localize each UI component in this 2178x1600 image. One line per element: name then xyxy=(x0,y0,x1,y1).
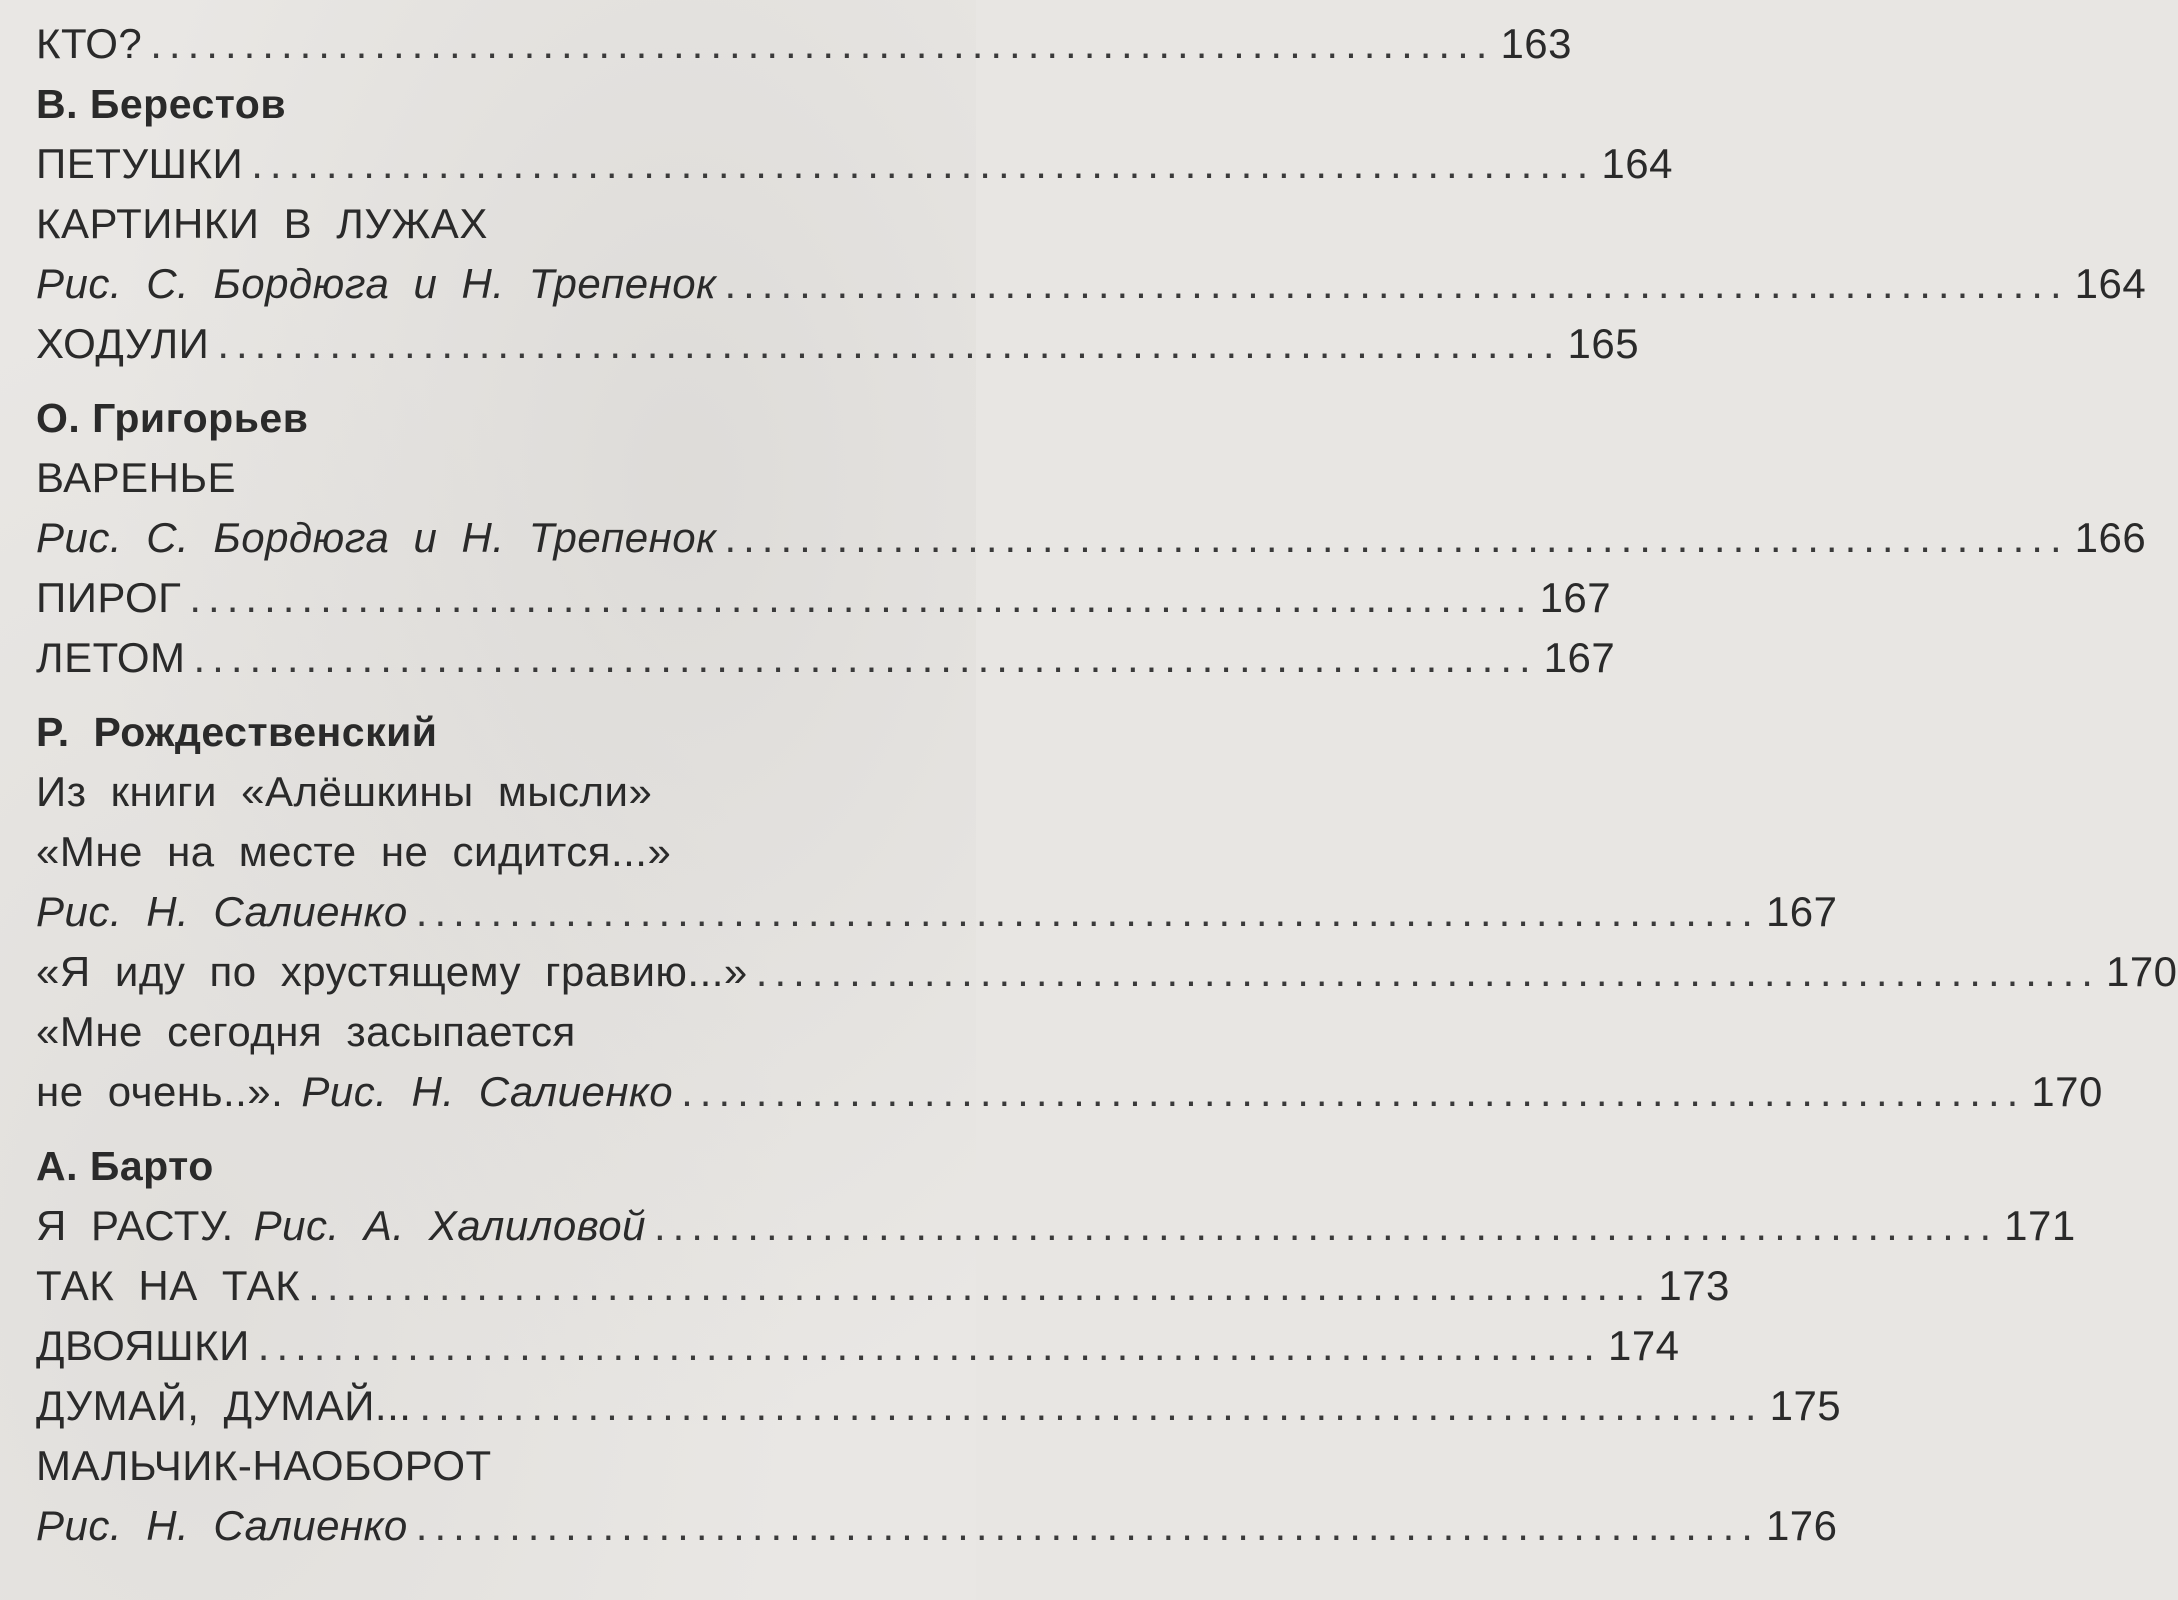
toc-entry-kartinki-title[interactable] xyxy=(36,194,932,254)
toc-entry-mne-na-meste-title[interactable] xyxy=(36,822,932,882)
author-heading-berestov xyxy=(36,74,932,134)
leader-dots: ........................................................................ xyxy=(419,1382,1764,1429)
author-heading-barto xyxy=(36,1136,932,1196)
entry-title: ПЕТУШКИ xyxy=(36,140,244,187)
leader-dots: ........................................................................ xyxy=(257,1322,1602,1369)
page-number: 175 xyxy=(1769,1382,1842,1429)
toc-entry-mne-segodnya-line2[interactable] xyxy=(36,1062,2103,1122)
author-name: О. Григорьев xyxy=(36,395,309,441)
page-number: 167 xyxy=(1765,888,1838,935)
leader-dots: ........................................................................ xyxy=(415,1502,1760,1549)
toc-entry-ya-idu[interactable] xyxy=(36,942,2178,1002)
toc-entry-dvoyashki[interactable] xyxy=(36,1316,1680,1376)
illustrator-credit: Рис. Н. Салиенко xyxy=(301,1068,674,1115)
entry-title: МАЛЬЧИК-НАОБОРОТ xyxy=(36,1442,492,1489)
entry-title: КАРТИНКИ В ЛУЖАХ xyxy=(36,200,488,247)
table-of-contents xyxy=(36,14,2178,1556)
toc-entry-petushki[interactable] xyxy=(36,134,1673,194)
page-number: 170 xyxy=(2105,948,2178,995)
leader-dots: ........................................................................ xyxy=(653,1202,1999,1249)
leader-dots: ........................................................................ xyxy=(755,948,2100,995)
toc-entry-khoduli[interactable] xyxy=(36,314,1640,374)
book-subheading xyxy=(36,762,932,822)
leader-dots: ........................................................................ xyxy=(150,20,1495,67)
page-number: 166 xyxy=(2074,514,2147,561)
leader-dots: ........................................................................ xyxy=(189,574,1534,621)
entry-title: ХОДУЛИ xyxy=(36,320,210,367)
toc-entry-kto[interactable] xyxy=(36,14,1573,74)
toc-entry-varenie-credit[interactable] xyxy=(36,508,2147,568)
leader-dots: ........................................................................ xyxy=(251,140,1596,187)
toc-entry-kartinki-credit[interactable] xyxy=(36,254,2147,314)
page-number: 176 xyxy=(1765,1502,1838,1549)
leader-dots: ........................................................................ xyxy=(415,888,1760,935)
page-number: 167 xyxy=(1543,634,1616,681)
illustrator-credit: Рис. Н. Салиенко xyxy=(36,1502,408,1549)
entry-title: КТО? xyxy=(36,20,143,67)
author-name: Р. Рождественский xyxy=(36,709,438,755)
toc-entry-ya-rastu[interactable] xyxy=(36,1196,2076,1256)
book-title: Из книги «Алёшкины мысли» xyxy=(36,768,653,815)
author-heading-grigoriev xyxy=(36,388,932,448)
page-number: 170 xyxy=(2031,1068,2103,1115)
author-name: В. Берестов xyxy=(36,81,287,127)
page-number: 165 xyxy=(1567,320,1640,367)
illustrator-credit: Рис. С. Бордюга и Н. Трепенок xyxy=(36,260,717,307)
illustrator-credit: Рис. А. Халиловой xyxy=(253,1202,646,1249)
toc-entry-mne-segodnya-line1[interactable] xyxy=(36,1002,932,1062)
leader-dots: ........................................................................ xyxy=(193,634,1538,681)
entry-title: ПИРОГ xyxy=(36,574,182,621)
entry-title: «Мне сегодня засыпается xyxy=(36,1008,576,1055)
toc-entry-dumai[interactable] xyxy=(36,1376,1842,1436)
page-number: 163 xyxy=(1500,20,1573,67)
author-name: А. Барто xyxy=(36,1143,214,1189)
entry-title-continued: не очень..». xyxy=(36,1068,284,1115)
page-number: 167 xyxy=(1539,574,1612,621)
entry-title: ТАК НА ТАК xyxy=(36,1262,301,1309)
leader-dots: ........................................................................ xyxy=(724,514,2069,561)
toc-entry-pirog[interactable] xyxy=(36,568,1612,628)
toc-entry-letom[interactable] xyxy=(36,628,1616,688)
toc-entry-malchik-credit[interactable] xyxy=(36,1496,1838,1556)
page-number: 171 xyxy=(2004,1202,2076,1249)
toc-entry-tak-na-tak[interactable] xyxy=(36,1256,1730,1316)
page-number: 174 xyxy=(1607,1322,1680,1369)
page-number: 164 xyxy=(1601,140,1673,187)
leader-dots: ........................................................................ xyxy=(308,1262,1653,1309)
entry-title: Я РАСТУ. xyxy=(36,1202,234,1249)
page-number: 173 xyxy=(1658,1262,1730,1309)
leader-dots: ........................................................................ xyxy=(681,1068,2026,1115)
toc-entry-varenie-title[interactable] xyxy=(36,448,932,508)
author-heading-rozhdestvensky xyxy=(36,702,932,762)
entry-title: ВАРЕНЬЕ xyxy=(36,454,237,501)
entry-title: ЛЕТОМ xyxy=(36,634,186,681)
toc-entry-malchik-title[interactable] xyxy=(36,1436,932,1496)
page-number: 164 xyxy=(2074,260,2147,307)
entry-title: ДВОЯШКИ xyxy=(36,1322,250,1369)
entry-title: ДУМАЙ, ДУМАЙ... xyxy=(36,1382,412,1429)
leader-dots: ........................................................................ xyxy=(724,260,2069,307)
entry-title: «Я иду по хрустящему гравию...» xyxy=(36,948,748,995)
entry-title: «Мне на месте не сидится...» xyxy=(36,828,672,875)
leader-dots: ........................................................................ xyxy=(217,320,1562,367)
illustrator-credit: Рис. С. Бордюга и Н. Трепенок xyxy=(36,514,717,561)
toc-entry-mne-na-meste-credit[interactable] xyxy=(36,882,1838,942)
illustrator-credit: Рис. Н. Салиенко xyxy=(36,888,408,935)
